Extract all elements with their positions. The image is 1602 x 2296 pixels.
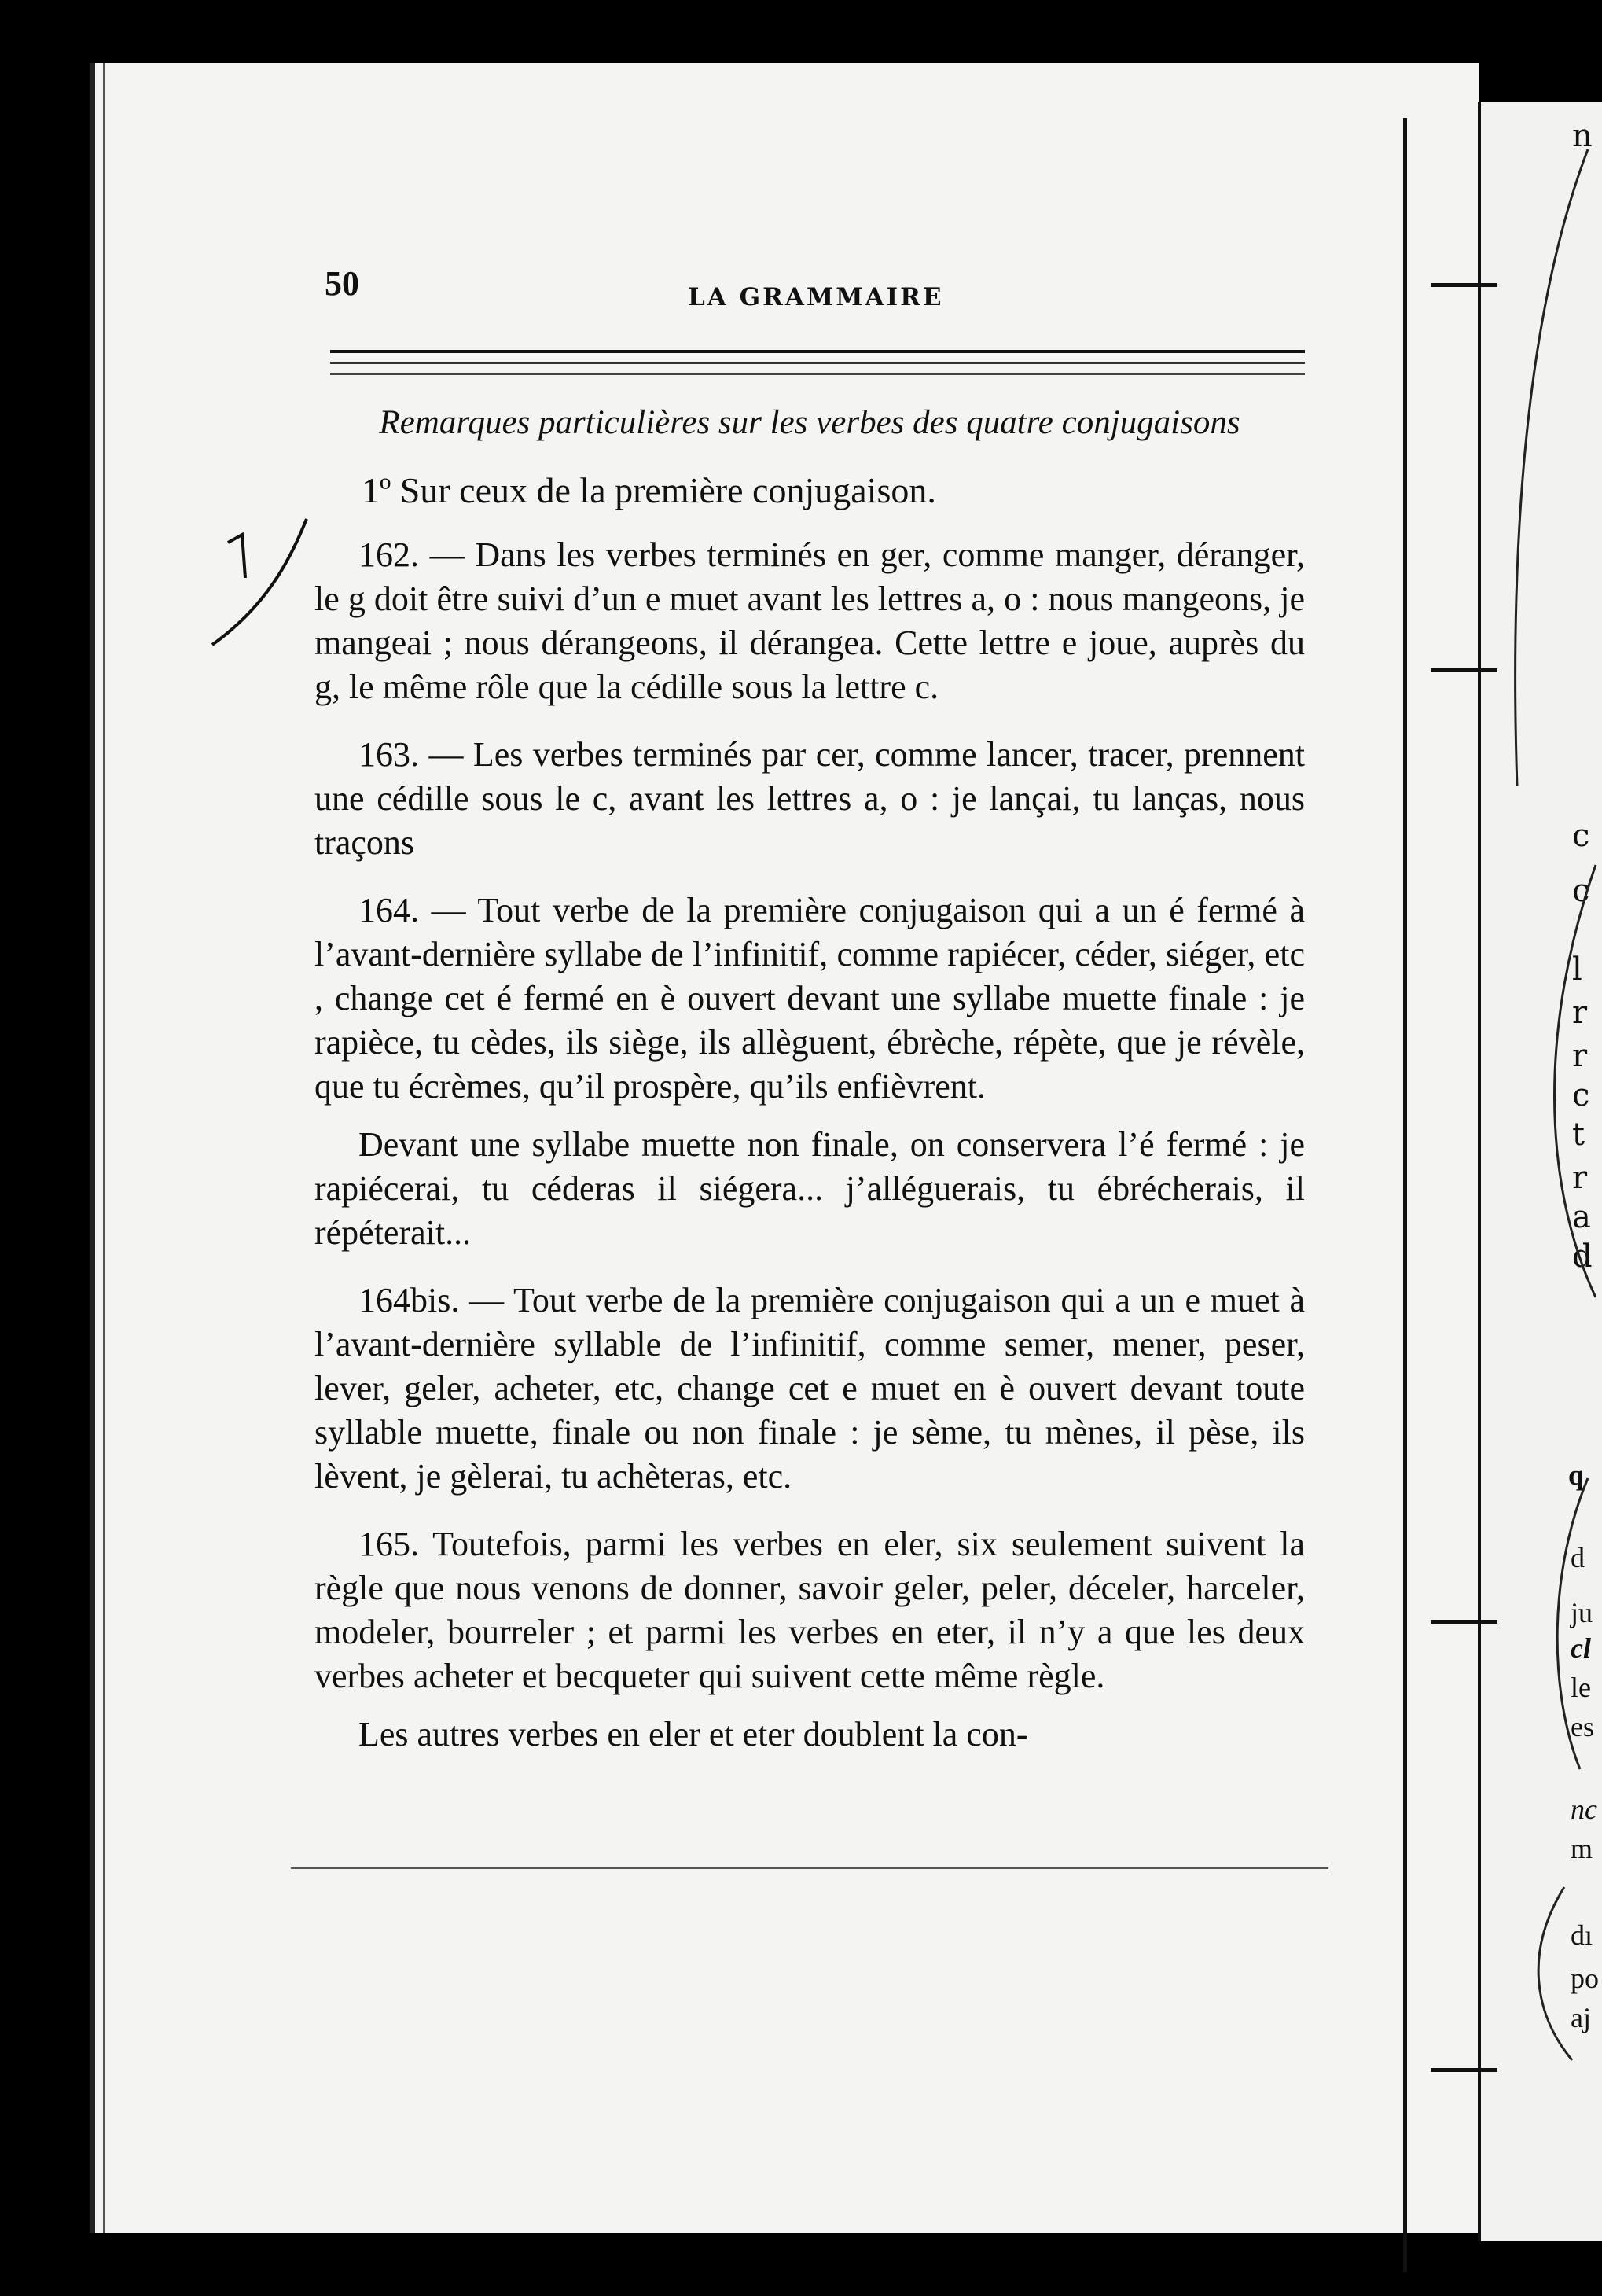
facing-fragment: ju	[1571, 1597, 1593, 1628]
paragraph-165: 165. Toutefois, parmi les verbes en eler, six seulement suivent la règle que nous venons de donner, savoir geler, peler, déceler, harceler, modeler, bourreler ; et parmi les verbes en eter, il n’y a que les deux verbes acheter et becqueter qui suivent cette même règle.	[314, 1525, 1305, 1695]
facing-letter: r	[1572, 1160, 1588, 1196]
binding-tick	[1431, 283, 1497, 287]
facing-fragment: po	[1571, 1963, 1599, 1994]
paragraph-164bis: 164bis. — Tout verbe de la première conjugaison qui a un e muet à l’avant-dernière syllable de l’infinitif, comme semer, mener, peser, lever, geler, acheter, etc, change cet e muet en è ouvert devant toute syllable muette, finale ou non finale : je sème, tu mènes, il pèse, ils lèvent, je gèlerai, tu achèteras, etc.	[314, 1281, 1305, 1496]
facing-letter: l	[1572, 951, 1582, 988]
facing-letter: a	[1572, 1199, 1591, 1235]
facing-letter: c	[1572, 873, 1590, 909]
facing-fragment: m	[1571, 1833, 1593, 1864]
facing-letter: n	[1572, 118, 1593, 154]
facing-fragment: nc	[1571, 1794, 1597, 1825]
page-spine-line	[1403, 118, 1407, 2272]
section-heading: Remarques particulières sur les verbes des quatre conjugaisons	[379, 404, 1240, 441]
paragraph-164: 164. — Tout verbe de la première conjugaison qui a un é fermé à l’avant-dernière syllabe de l’infinitif, comme rapiécer, céder, siéger, etc , change cet é fermé en è ouvert devant une syllabe muette finale : je rapièce, tu cèdes, ils siège, ils allèguent, ébrèche, répète, que je révèle, que tu écrèmes, qu’il prospère, qu’ils enfièvrent.	[314, 891, 1305, 1106]
page-number: 50	[325, 264, 359, 303]
facing-pencil-marks	[1494, 0, 1602, 2296]
handwritten-margin-mark	[197, 511, 322, 653]
facing-letter: t	[1572, 1117, 1585, 1153]
margin-note: 1	[220, 558, 221, 559]
header-rule	[330, 350, 1305, 353]
paragraph-163: 163. — Les verbes terminés par cer, comme lancer, tracer, prennent une cédille sous le c, avant les lettres a, o : je lançai, tu lanças, nous traçons	[314, 735, 1305, 862]
header-rule	[330, 373, 1305, 375]
binding-tick	[1431, 1620, 1497, 1624]
header-rule	[330, 362, 1305, 364]
facing-fragment: dı	[1571, 1919, 1593, 1951]
facing-fragment: aj	[1571, 2002, 1591, 2033]
facing-letter: c	[1572, 818, 1590, 854]
facing-letter: d	[1572, 1238, 1593, 1275]
facing-fragment: q	[1568, 1459, 1585, 1491]
facing-letter: r	[1572, 995, 1588, 1031]
facing-letter: r	[1572, 1038, 1588, 1074]
main-text	[314, 401, 1305, 1780]
facing-fragment: es	[1571, 1711, 1594, 1742]
facing-fragment: cl	[1571, 1632, 1591, 1664]
scan-artifact-line	[291, 1867, 1328, 1869]
facing-letter: c	[1572, 1077, 1590, 1113]
running-head: LA GRAMMAIRE	[688, 283, 944, 311]
paragraph-164-note: Devant une syllabe muette non finale, on conservera l’é fermé : je rapiécerai, tu céderas il siégera... j’alléguerais, tu ébrécherais, il répéterait...	[314, 1125, 1305, 1252]
facing-fragment: d	[1571, 1542, 1585, 1573]
binding-tick	[1431, 668, 1497, 672]
paragraph-162: 162. — Dans les verbes terminés en ger, comme manger, déranger, le g doit être suivi d’un e muet avant les lettres a, o : nous mangeons, je mangeai ; nous dérangeons, il dérangea. Cette lettre e joue, auprès du g, le même rôle que la cédille sous la lettre c.	[314, 535, 1305, 706]
binding-tick	[1431, 2068, 1497, 2072]
sub-heading: 1º Sur ceux de la première conjugaison.	[362, 470, 936, 510]
facing-fragment: le	[1571, 1672, 1591, 1703]
paragraph-165-cont: Les autres verbes en eler et eter doublent la con-	[358, 1715, 1028, 1753]
